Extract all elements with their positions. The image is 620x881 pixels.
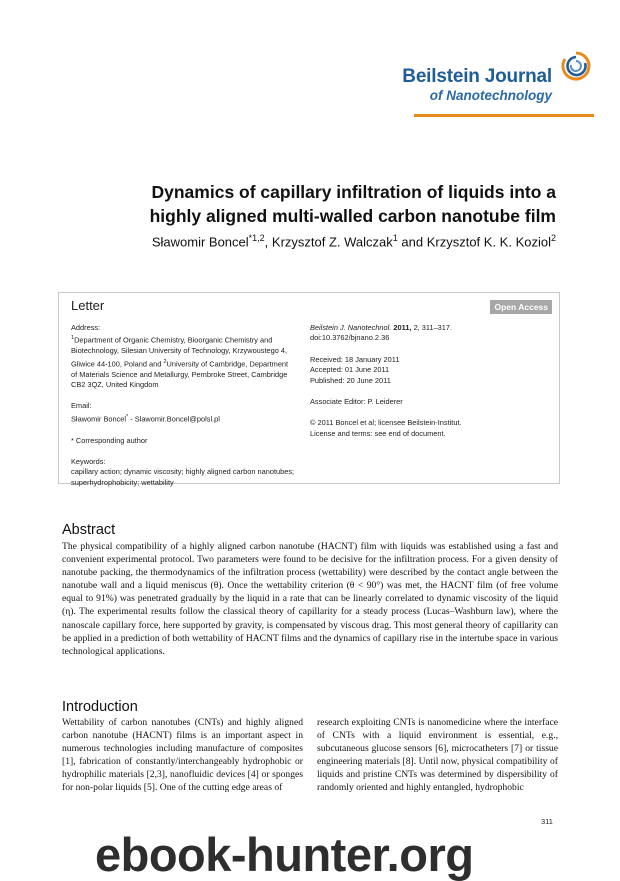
journal-logo-icon — [560, 50, 592, 82]
journal-logo — [402, 66, 552, 104]
corresponding-author-note: * Corresponding author — [71, 435, 148, 445]
article-info-box — [58, 292, 560, 487]
author-list — [152, 233, 556, 249]
open-access-badge[interactable]: Open Access — [490, 300, 552, 314]
author-affiliation: 1 — [392, 233, 398, 243]
header-rule — [414, 114, 594, 117]
author-affiliation: 2 — [550, 233, 556, 243]
info-left-column — [71, 323, 296, 488]
accepted-date: Accepted: 01 June 2011 — [310, 365, 390, 375]
author-name[interactable]: Sławomir Boncel — [151, 234, 249, 250]
introduction-heading: Introduction — [62, 699, 138, 715]
email-label: Email: — [71, 401, 92, 411]
introduction-column-left: Wettability of carbon nanotubes (CNTs) and highly aligned carbon nanotube (HACNT) films is an important aspect in numerous technologies including manufacture of composites [1], fabrication of constantly/interchangeably hydrophobic or hydrophilic materials [2,3], nanofluidic devices [4] or sponges for non-polar liquids [5]. One of the cutting edge areas of — [62, 717, 303, 794]
introduction-column-right: research exploiting CNTs is nanomedicine where the interface of CNTs with a liquid environment is essential, e.g., subcutaneous glucose sensors [6], microcatheters [7] or tissue engineering materials [8]. Until now, physical compatibility of liquids and pristine CNTs was determined by dispersibility of randomly oriented and highly entangled, hydrophobic — [317, 717, 558, 794]
email-line: Sławomir Boncel* - Slawomir.Boncel@polsl.pl — [71, 413, 220, 424]
article-title: Dynamics of capillary infiltration of liquids into a highly aligned multi-walled carbon nanotube film — [149, 182, 556, 226]
info-right-column — [310, 323, 550, 439]
article-type: Letter — [71, 298, 105, 313]
keywords: capillary action; dynamic viscosity; highly aligned carbon nanotubes; superhydrophobicity; wettability — [71, 467, 295, 487]
page-number: 311 — [541, 817, 553, 826]
address-label: Address: — [71, 323, 101, 332]
citation: Beilstein J. Nanotechnol. 2011, 2, 311–317. — [310, 323, 453, 332]
journal-name-line2: of Nanotechnology — [429, 88, 552, 103]
associate-editor: Associate Editor: P. Leiderer — [310, 397, 403, 407]
published-date: Published: 20 June 2011 — [310, 375, 391, 385]
keywords-label: Keywords: — [71, 457, 106, 467]
watermark: ebook-hunter.org — [95, 828, 474, 881]
abstract-heading: Abstract — [62, 522, 116, 538]
received-date: Received: 18 January 2011 — [310, 354, 400, 364]
copyright: © 2011 Boncel et al; licensee Beilstein-Institut. — [310, 418, 462, 428]
email-link[interactable]: - Slawomir.Boncel@polsl.pl — [128, 414, 220, 424]
address-text: $^1$Department of Organic Chemistry, Bioorganic Chemistry and Biotechnology, Silesian University of Technology, Krzywoustego 4, Gliwice 44-100, Poland and $^2$University of Cambridge, Department of Materials Science and Metallurgy, Pembroke Street, Cambridge CB2 3QZ, United Kingdom — [71, 335, 289, 389]
author-separator: and — [397, 234, 427, 250]
abstract-text: The physical compatibility of a highly aligned carbon nanotube (HACNT) film with liquids was established using a fast and convenient experimental protocol. Two parameters were found to be decisive for the infiltration process. For a given density of nanotube packing, the thermodynamics of the infiltration process (wettability) were described by the contact angle between the nanotube wall and a liquid meniscus (θ). Once the wettability criterion (θ < 90°) was met, the HACNT film (of free volume equal to 91%) was penetrated gradually by the liquid in a rate that can be linearly correlated to dynamic viscosity of the liquid (η). The experimental results follow the classical theory of capillarity for a steady process (Lucas–Washburn law), where the nanoscale capillary force, here supported by gravity, is compensated by viscous drag. This most general theory of capillarity can be applied in a prediction of both wettability of HACNT films and the dynamics of capillary rise in the intertube space in various technological applications. — [62, 541, 558, 657]
license-link[interactable]: License and terms: see end of document. — [310, 428, 446, 438]
journal-name-line1: Beilstein Journal — [402, 66, 552, 87]
author-separator: , — [264, 234, 272, 250]
author-name[interactable]: Krzysztof Z. Walczak — [271, 234, 393, 250]
author-affiliation: *1,2 — [248, 233, 265, 243]
doi-link[interactable]: doi:10.3762/bjnano.2.36 — [310, 333, 390, 343]
author-name[interactable]: Krzysztof K. K. Koziol — [426, 234, 551, 250]
